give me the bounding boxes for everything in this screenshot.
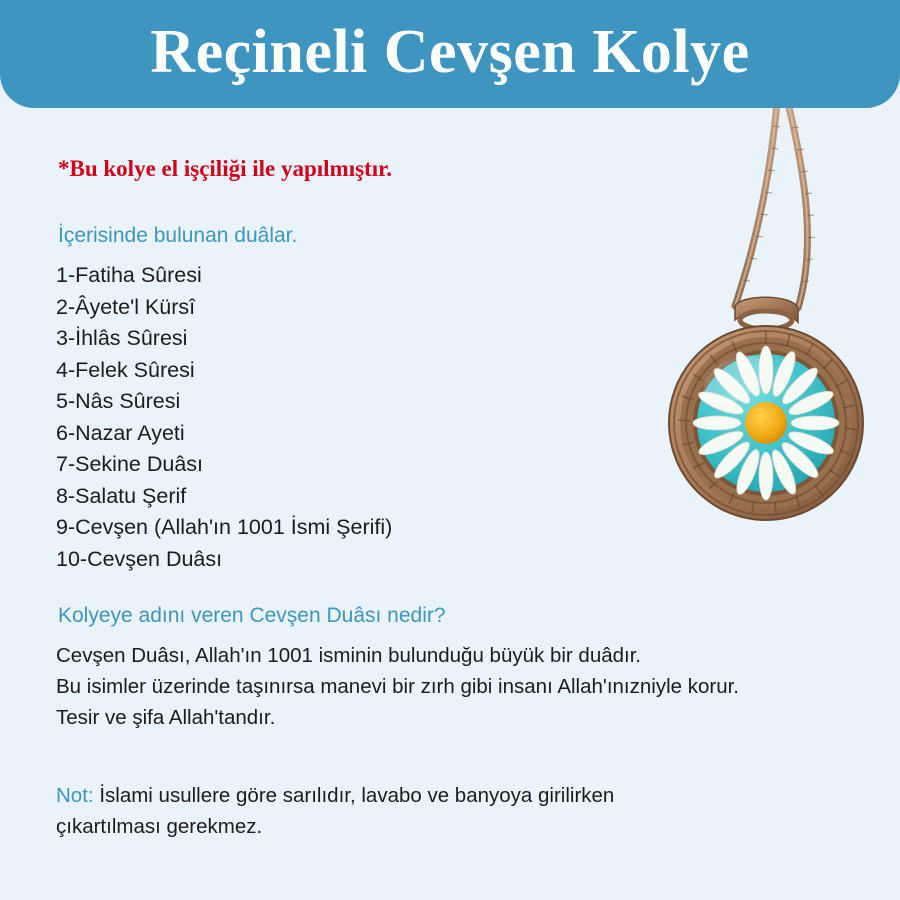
header-banner (0, 0, 900, 108)
daisy-center (745, 402, 787, 444)
list-item: 6-Nazar Ayeti (56, 420, 185, 445)
note-line-2: çıkartılması gerekmez. (56, 815, 263, 838)
cevsen-line: Bu isimler üzerinde taşınırsa manevi bir zırh gibi insanı Allah'ınızniyle korur. (56, 675, 739, 698)
content-area (0, 108, 900, 900)
cevsen-line: Cevşen Duâsı, Allah'ın 1001 isminin bulunduğu büyük bir duâdır. (56, 644, 642, 667)
handmade-note: *Bu kolye el işçiliği ile yapılmıştır. (58, 156, 392, 181)
list-item: 8-Salatu Şerif (56, 483, 187, 508)
list-item: 2-Âyete'l Kürsî (56, 294, 196, 319)
chain-left (735, 108, 777, 306)
resin-dome (693, 345, 839, 500)
list-item: 3-İhlâs Sûresi (56, 326, 188, 350)
pendant-bail (735, 297, 798, 329)
chain-links (743, 126, 815, 282)
product-photo (530, 108, 900, 608)
cevsen-paragraph (56, 640, 739, 733)
prayers-heading: İçerisinde bulunan duâlar. (58, 224, 298, 247)
cevsen-line: Tesir ve şifa Allah'tandır. (56, 706, 276, 729)
list-item: 1-Fatiha Sûresi (56, 263, 202, 287)
care-note (56, 780, 756, 842)
list-item: 5-Nâs Sûresi (56, 389, 181, 413)
rope-texture (678, 331, 857, 514)
pendant-bezel (669, 326, 863, 520)
page-title: Reçineli Cevşen Kolye (150, 18, 750, 86)
note-line-1: İslami usullere göre sarılıdır, lavabo ve banyoya girilirken (99, 784, 615, 807)
note-label: Not: (56, 784, 94, 807)
cevsen-heading: Kolyeye adını veren Cevşen Duâsı nedir? (58, 604, 446, 627)
list-item: 7-Sekine Duâsı (56, 452, 203, 476)
list-item: 10-Cevşen Duâsı (56, 546, 223, 571)
list-item: 4-Felek Sûresi (56, 357, 195, 382)
prayer-list (56, 260, 392, 575)
list-item: 9-Cevşen (Allah'ın 1001 İsmi Şerifi) (56, 515, 393, 539)
chain-right (788, 108, 807, 308)
daisy-flower (693, 346, 839, 500)
